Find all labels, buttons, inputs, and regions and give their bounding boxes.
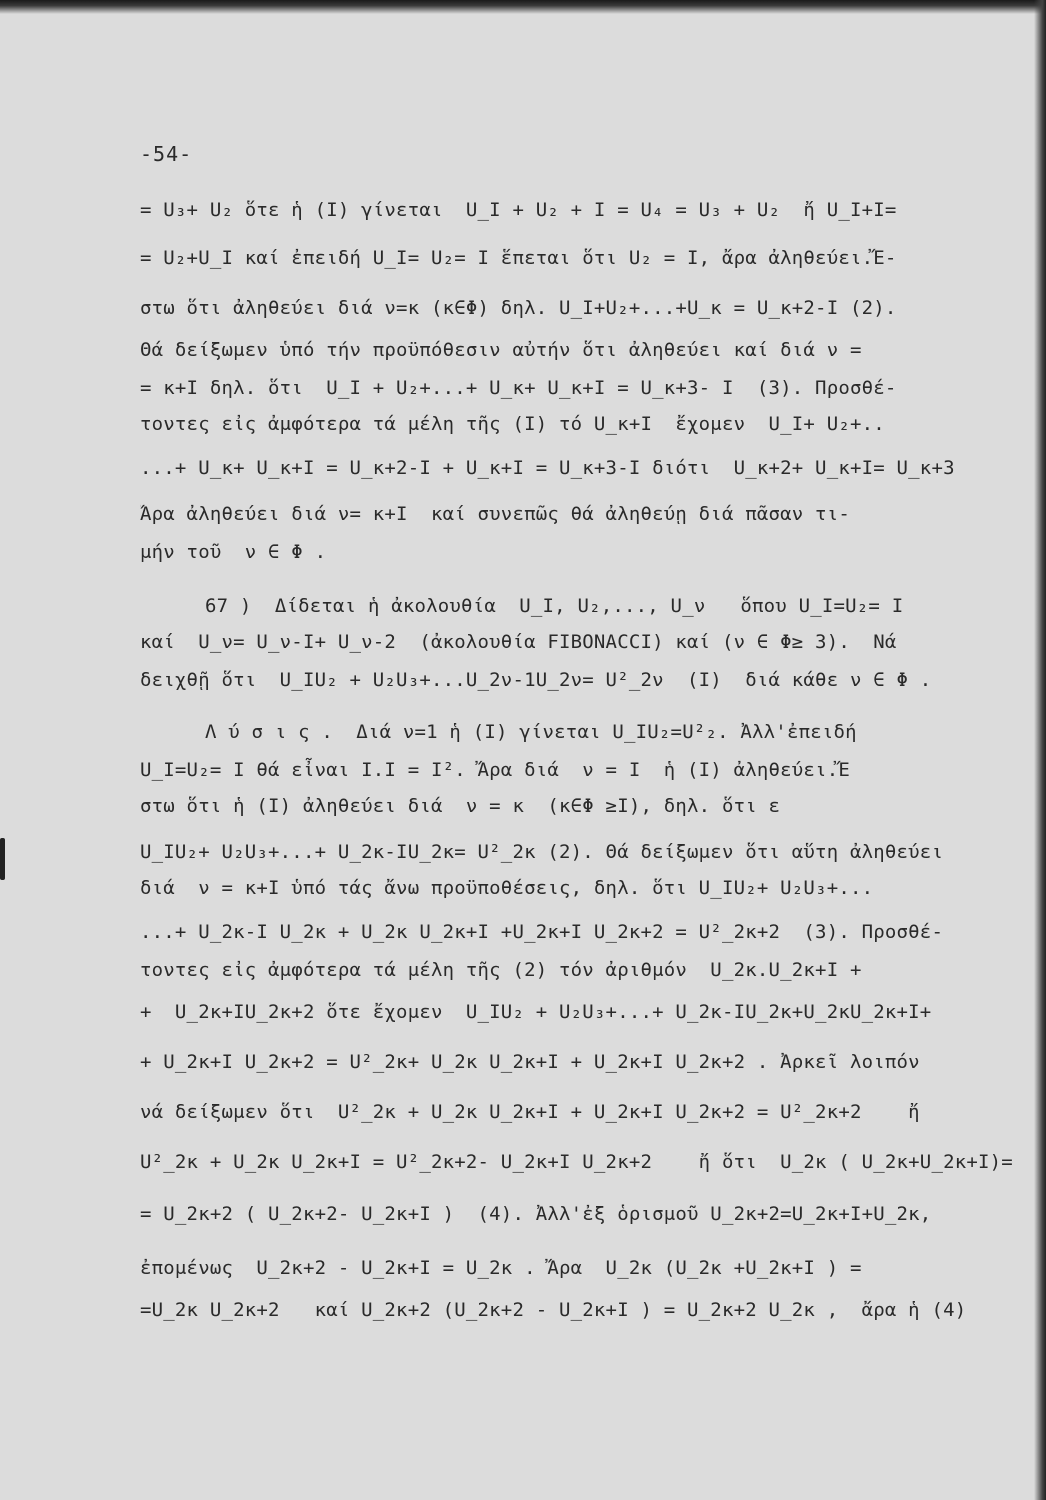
text-line: ἐπομένως U_2κ+2 - U_2κ+I = U_2κ . Ἄρα U_2κ (U_2κ +U_2κ+I ) =: [140, 1257, 862, 1279]
text-line: Θά δείξωμεν ὑπό τήν προϋπόθεσιν αὐτήν ὅτι ἀληθεύει καί διά ν =: [140, 339, 862, 361]
text-line: καί U_ν= U_ν-I+ U_ν-2 (ἀκολουθία FIBONACCI) καί (ν ∈ Φ≥ 3). Νά: [140, 631, 897, 653]
text-line: στω ὅτι ἀληθεύει διά ν=κ (κ∈Φ) δηλ. U_I+U₂+...+U_κ = U_κ+2-I (2).: [140, 297, 897, 319]
text-line: τοντες εἰς ἀμφότερα τά μέλη τῆς (I) τό U_κ+I ἔχομεν U_I+ U₂+..: [140, 413, 885, 435]
text-line: δειχθῇ ὅτι U_IU₂ + U₂U₃+...U_2ν-1U_2ν= U²_2ν (I) διά κάθε ν ∈ Φ .: [140, 669, 932, 691]
text-line: μήν τοῦ ν ∈ Φ .: [140, 541, 327, 563]
text-line: U_I=U₂= I θά εἶναι I.I = I². Ἄρα διά ν = I ἡ (I) ἀληθεύει.Ἔ: [140, 759, 850, 781]
solution-heading-line: Λ ύ σ ι ς . Διά ν=1 ἡ (I) γίνεται U_IU₂=U²₂. Ἀλλ'ἐπειδή: [205, 721, 857, 743]
text-line: ...+ U_κ+ U_κ+I = U_κ+2-I + U_κ+I = U_κ+3-I διότι U_κ+2+ U_κ+I= U_κ+3: [140, 457, 955, 479]
text-line: τοντες εἰς ἀμφότερα τά μέλη τῆς (2) τόν ἀριθμόν U_2κ.U_2κ+I +: [140, 959, 862, 981]
page-number: -54-: [140, 142, 193, 166]
text-line: = U₃+ U₂ ὅτε ἡ (I) γίνεται U_I + U₂ + I = U₄ = U₃ + U₂ ἤ U_I+I=: [140, 199, 897, 221]
text-line: = U₂+U_I καί ἐπειδή U_I= U₂= I ἕπεται ὅτι U₂ = I, ἄρα ἀληθεύει.Ἔ-: [140, 247, 897, 269]
text-line: = U_2κ+2 ( U_2κ+2- U_2κ+I ) (4). Ἀλλ'ἐξ ὁρισμοῦ U_2κ+2=U_2κ+I+U_2κ,: [140, 1203, 932, 1225]
problem-heading-line: 67 ) Δίδεται ἡ ἀκολουθία U_I, U₂,..., U_ν ὅπου U_I=U₂= I: [205, 595, 904, 617]
text-line: U_IU₂+ U₂U₃+...+ U_2κ-IU_2κ= U²_2κ (2). Θά δείξωμεν ὅτι αὕτη ἀληθεύει: [140, 841, 944, 863]
text-line: + U_2κ+I U_2κ+2 = U²_2κ+ U_2κ U_2κ+I + U_2κ+I U_2κ+2 . Ἀρκεῖ λοιπόν: [140, 1051, 920, 1073]
text-line: U²_2κ + U_2κ U_2κ+I = U²_2κ+2- U_2κ+I U_2κ+2 ἤ ὅτι U_2κ ( U_2κ+U_2κ+I)=: [140, 1151, 1013, 1173]
text-line: =U_2κ U_2κ+2 καί U_2κ+2 (U_2κ+2 - U_2κ+I ) = U_2κ+2 U_2κ , ἄρα ἡ (4): [140, 1299, 967, 1321]
text-line: ...+ U_2κ-I U_2κ + U_2κ U_2κ+I +U_2κ+I U_2κ+2 = U²_2κ+2 (3). Προσθέ-: [140, 921, 944, 943]
text-line: = κ+I δηλ. ὅτι U_I + U₂+...+ U_κ+ U_κ+I = U_κ+3- I (3). Προσθέ-: [140, 377, 897, 399]
text-line: Ἄρα ἀληθεύει διά ν= κ+I καί συνεπῶς θά ἀληθεύῃ διά πᾶσαν τι-: [140, 503, 850, 525]
text-line: στω ὅτι ἡ (I) ἀληθεύει διά ν = κ (κ∈Φ ≥I), δηλ. ὅτι ε: [140, 795, 781, 817]
text-line: νά δείξωμεν ὅτι U²_2κ + U_2κ U_2κ+I + U_2κ+I U_2κ+2 = U²_2κ+2 ἤ: [140, 1101, 920, 1123]
text-line: διά ν = κ+I ὑπό τάς ἄνω προϋποθέσεις, δηλ. ὅτι U_IU₂+ U₂U₃+...: [140, 877, 874, 899]
text-line: + U_2κ+IU_2κ+2 ὅτε ἔχομεν U_IU₂ + U₂U₃+...+ U_2κ-IU_2κ+U_2κU_2κ+I+: [140, 1001, 932, 1023]
